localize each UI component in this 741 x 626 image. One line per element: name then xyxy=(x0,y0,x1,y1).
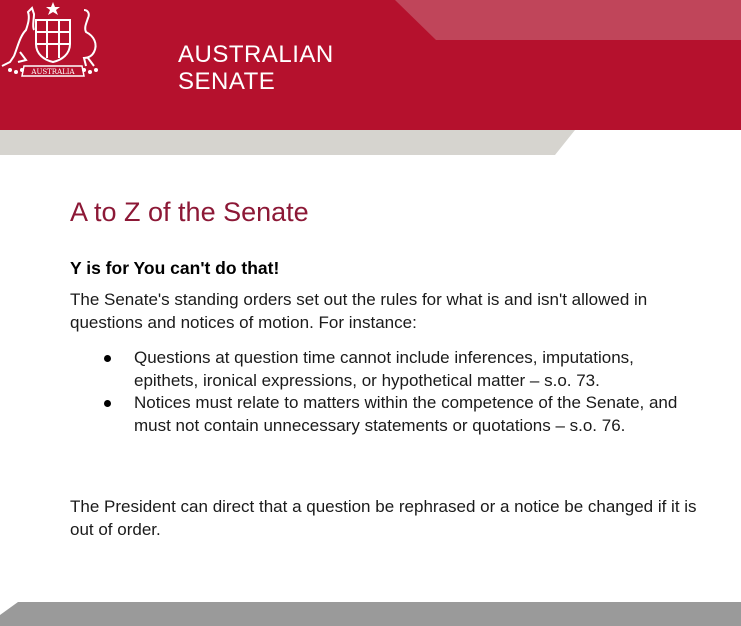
list-item-text: Questions at question time cannot include inferences, imputations, epithets, ironical expressions, or hypothetical matter – s.o. 73. xyxy=(134,348,634,390)
bullet-icon xyxy=(104,355,111,362)
coat-of-arms-logo xyxy=(0,0,106,80)
crest-scroll-text: AUSTRALIA xyxy=(31,68,75,76)
header-background xyxy=(0,0,741,155)
page-footer xyxy=(0,602,741,626)
footer-band xyxy=(0,602,741,626)
page-title: A to Z of the Senate xyxy=(70,197,309,227)
org-name-line1: AUSTRALIAN xyxy=(178,41,334,68)
rules-list xyxy=(70,347,690,437)
intro-paragraph: The Senate's standing orders set out the rules for what is and isn't allowed in questions and notices of motion. For instance: xyxy=(70,290,648,332)
section-subtitle: Y is for You can't do that! xyxy=(70,258,280,278)
bullet-icon xyxy=(104,400,111,407)
page-header xyxy=(0,0,741,155)
closing-paragraph: The President can direct that a question be rephrased or a notice be changed if it is out of order. xyxy=(70,497,697,539)
list-item xyxy=(70,392,690,437)
list-item xyxy=(70,347,690,392)
list-item-text: Notices must relate to matters within the competence of the Senate, and must not contain unnecessary statements or quotations – s.o. 76. xyxy=(134,393,678,435)
organization-name xyxy=(178,41,334,95)
org-name-line2: SENATE xyxy=(178,68,276,95)
